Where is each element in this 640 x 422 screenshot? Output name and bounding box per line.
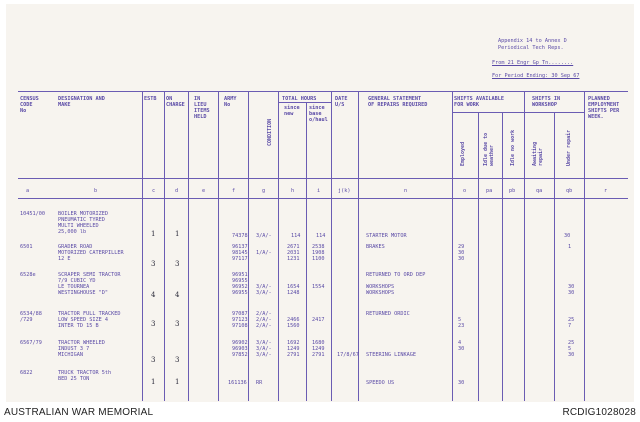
row-condition: 2/A/- 2/A/- 2/A/- (256, 311, 272, 329)
row-statement: RETURNED ORDIC (366, 311, 410, 317)
row-code: 10451/00 (20, 211, 45, 217)
appendix-line-2: Periodical Tech Reps. (498, 45, 564, 51)
row-employed: 30 (458, 380, 465, 386)
row-estb: 4 (151, 291, 156, 299)
row-since-new: 1654 1248 (287, 284, 300, 296)
row-date-us: 17/8/67 (337, 352, 359, 358)
row-on-charge: 1 (175, 378, 180, 386)
row-on-charge: 4 (175, 291, 180, 299)
document-sheet (6, 4, 634, 402)
row-designation: TRACTOR FULL TRACKED LOW SPEED SIZE 4 INTER TD 15 B (58, 311, 121, 329)
row-code: 6528e (20, 272, 36, 278)
header-idle-no-work: Idle no work (510, 129, 516, 166)
col-letter: qa (536, 188, 543, 194)
footer-id: RCDIG1028028 (562, 407, 636, 418)
header-since-new: since new (284, 105, 300, 117)
row-since-base: 1554 (312, 284, 325, 290)
row-statement: SPEEDO US (366, 380, 395, 386)
row-army-no: 96137 98145 97117 (232, 244, 248, 262)
col-letter: a (26, 188, 30, 194)
row-condition: 3/A/- (256, 233, 272, 239)
row-designation: GRADER ROAD MOTORIZED CATERPILLER 12 E (58, 244, 124, 262)
row-under-repair: 25 5 30 (568, 340, 575, 358)
col-rule (218, 91, 219, 401)
col-rule (306, 102, 307, 401)
header-shifts-available: SHIFTS AVAILABLE FOR WORK (454, 96, 504, 108)
col-letter: i (317, 188, 321, 194)
row-on-charge: 3 (175, 356, 180, 364)
appendix-line-1: Appendix 14 to Annex D (498, 38, 567, 44)
col-rule (248, 91, 249, 401)
row-employed: 4 30 (458, 340, 465, 352)
header-on-charge: ON CHARGE (166, 96, 185, 108)
header-bottom-rule (18, 178, 628, 179)
header-estb: ESTB (144, 96, 157, 102)
col-letter: c (152, 188, 156, 194)
col-rule (524, 91, 525, 401)
col-rule (164, 91, 165, 401)
col-letter: pa (486, 188, 493, 194)
row-estb: 3 (151, 356, 156, 364)
row-since-base: 2417 (312, 317, 325, 323)
row-since-new: 2466 1560 (287, 317, 300, 329)
header-army-no: ARMY No (224, 96, 237, 108)
header-total-hours: TOTAL HOURS (282, 96, 317, 102)
header-since-base: since base o/haul (309, 105, 328, 123)
row-since-new: 1692 1249 2791 (287, 340, 300, 358)
col-letter: qb (566, 188, 573, 194)
row-army-no: 96951 96955 96952 96955 (232, 272, 248, 296)
row-estb: 3 (151, 260, 156, 268)
col-rule (142, 91, 143, 401)
row-statement: STEERING LINKAGE (366, 352, 416, 358)
col-letter: h (291, 188, 295, 194)
row-code: 6822 (20, 370, 33, 376)
header-under-repair: Under repair (566, 129, 572, 166)
row-estb: 1 (151, 378, 156, 386)
row-statement: STARTER MOTOR (366, 233, 407, 239)
letter-row-rule (18, 198, 628, 199)
row-army-no: 97087 97123 97108 (232, 311, 248, 329)
col-rule (278, 91, 279, 401)
row-statement: BRAKES (366, 244, 385, 250)
header-condition: CONDITION (267, 118, 273, 146)
col-letter: pb (509, 188, 516, 194)
row-since-new: 2671 2031 1231 (287, 244, 300, 262)
row-army-no: 74378 (232, 233, 248, 239)
col-letter: n (404, 188, 408, 194)
row-since-base: 1680 1249 2791 (312, 340, 325, 358)
row-army-no: 161136 (228, 380, 247, 386)
appendix-line-3: From 21 Engr Gp Tn........ (492, 60, 574, 66)
col-letter: b (94, 188, 98, 194)
col-rule (331, 91, 332, 401)
table-top-rule (18, 91, 628, 92)
header-shifts-workshop: SHIFTS IN WORKSHOP (532, 96, 561, 108)
row-code: 6501 (20, 244, 33, 250)
row-since-base: 114 (316, 233, 326, 239)
header-general-statement: GENERAL STATEMENT OF REPAIRS REQUIRED (368, 96, 428, 108)
header-date-us: DATE U/S (335, 96, 348, 108)
col-letter: g (262, 188, 266, 194)
header-idle-weather: Idle due to weather (483, 132, 495, 166)
header-census-code: CENSUS CODE No (20, 96, 39, 114)
row-condition: 3/A/- 3/A/- (256, 284, 272, 296)
footer-bar (0, 404, 640, 422)
row-condition: 1/A/- (256, 250, 272, 256)
header-awaiting-repair: Awaiting repair (532, 141, 544, 166)
row-under-repair: 1 (568, 244, 572, 250)
col-rule (554, 112, 555, 401)
row-employed: 29 30 30 (458, 244, 465, 262)
col-rule (502, 112, 503, 401)
row-condition: 3/A/- 3/A/- 3/A/- (256, 340, 272, 358)
row-condition: RR (256, 380, 263, 386)
col-letter: o (463, 188, 467, 194)
row-designation: BOILER MOTORIZED PNEUMATIC TYRED MULTI WHEELED 25,000 lb (58, 211, 108, 235)
col-rule (478, 112, 479, 401)
header-in-lieu: IN LIEU ITEMS HELD (194, 96, 210, 120)
header-employed: Employed (460, 141, 466, 166)
footer-credit: AUSTRALIAN WAR MEMORIAL (4, 407, 154, 418)
col-rule (584, 91, 585, 401)
row-since-base: 2538 1908 1100 (312, 244, 325, 262)
row-army-no: 96902 96903 97852 (232, 340, 248, 358)
row-designation: TRACTOR WHEELED INDUST 3 7 MICHIGAN (58, 340, 105, 358)
row-designation: TRUCK TRACTOR 5th BED 25 TON (58, 370, 112, 382)
col-letter: e (202, 188, 206, 194)
row-designation: SCRAPER SEMI TRACTOR 7/9 CUBIC YD LE TOURNEA WESTINGHOUSE "D" (58, 272, 121, 296)
appendix-line-4: For Period Ending: 30 Sep 67 (492, 73, 580, 79)
col-letter: j(k) (338, 188, 351, 194)
row-on-charge: 1 (175, 230, 180, 238)
col-letter: f (232, 188, 236, 194)
header-designation: DESIGNATION AND MAKE (58, 96, 105, 108)
row-code: 6534/88 /729 (20, 311, 42, 323)
col-letter: d (175, 188, 179, 194)
row-code: 6567/79 (20, 340, 42, 346)
row-employed: 5 23 (458, 317, 465, 329)
row-since-new: 114 (291, 233, 301, 239)
col-rule (188, 91, 189, 401)
shifts-subrule (452, 112, 584, 113)
col-letter: r (604, 188, 608, 194)
total-hours-rule (278, 102, 331, 103)
row-estb: 1 (151, 230, 156, 238)
row-statement: RETURNED TO ORD DEP WORKSHOPS WORKSHOPS (366, 272, 426, 296)
row-on-charge: 3 (175, 320, 180, 328)
col-rule (452, 91, 453, 401)
header-planned: PLANNED EMPLOYMENT SHIFTS PER WEEK. (588, 96, 620, 120)
row-under-repair: 30 30 (568, 284, 575, 296)
row-estb: 3 (151, 320, 156, 328)
row-on-charge: 3 (175, 260, 180, 268)
row-under-repair: 25 7 (568, 317, 575, 329)
row-under-repair: 30 (564, 233, 571, 239)
